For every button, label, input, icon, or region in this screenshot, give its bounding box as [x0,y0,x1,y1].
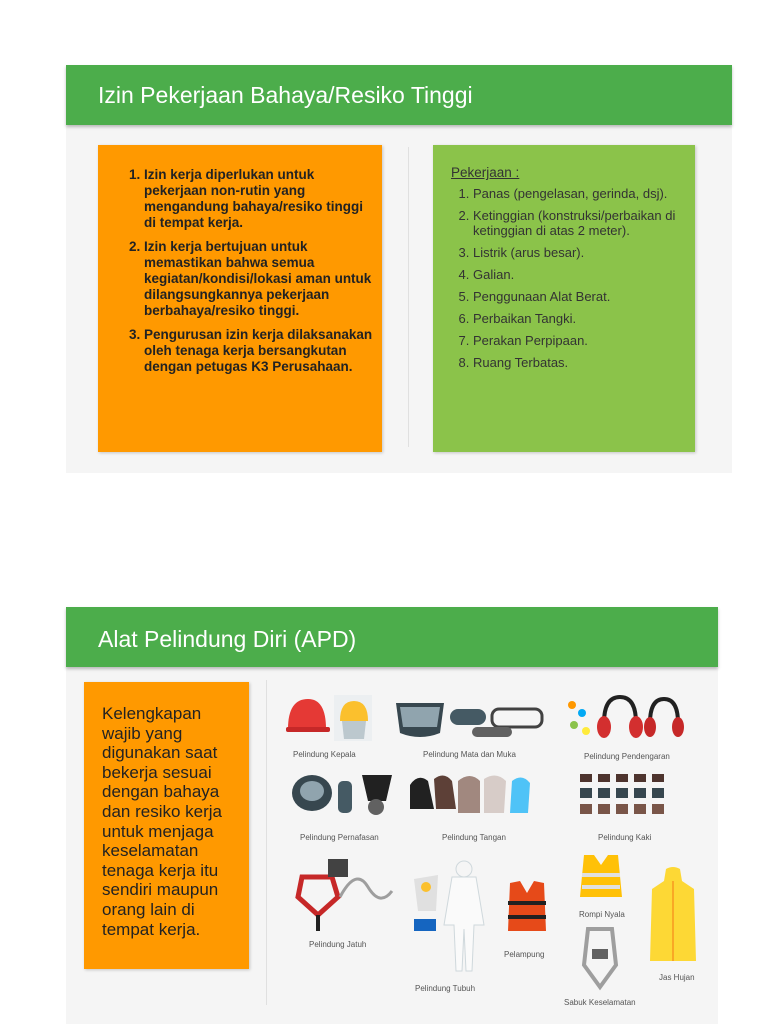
work-type-item: 7. Perakan Perpipaan. [473,333,681,348]
ppe-description-card [84,682,249,969]
hand-protection-caption: Pelindung Tangan [442,833,506,842]
belt-caption: Sabuk Keselamatan [564,998,636,1007]
boots-icon [576,770,676,818]
slide-header [66,607,718,667]
goggles-icon [388,697,550,743]
harness-icon [288,857,398,935]
work-types-list [451,186,681,370]
foot-protection-caption: Pelindung Kaki [598,833,652,842]
work-type-item: 2. Ketinggian (konstruksi/perbaikan di ketinggian di atas 2 meter). [473,208,681,238]
ppe-description: Kelengkapan wajib yang digunakan saat bekerja sesuai dengan bahaya dan resiko kerja untuk menjaga keselamatan tenaga kerja itu sendiri maupun orang lain di tempat kerja. [102,704,223,939]
slide-work-permit [66,65,732,473]
safety-vest-icon [578,851,624,901]
column-divider [408,147,409,447]
respirator-icon [288,767,398,827]
work-type-item: 3. Listrik (arus besar). [473,245,681,260]
slide-title: Alat Pelindung Diri (APD) [98,626,357,652]
respiratory-protection-caption: Pelindung Pernafasan [300,833,379,842]
slide-header [66,65,732,125]
rain-caption: Jas Hujan [659,973,695,982]
vest-caption: Rompi Nyala [579,910,625,919]
fall-protection-caption: Pelindung Jatuh [309,940,367,949]
work-types-title: Pekerjaan : [451,165,520,180]
helmet-icon [284,693,374,743]
hearing-protection-caption: Pelindung Pendengaran [584,752,670,761]
float-caption: Pelampung [504,950,545,959]
permit-rule-item: 1. Izin kerja diperlukan untuk pekerjaan non-rutin yang mengandung bahaya/resiko tinggi di tempat kerja. [144,167,376,231]
safety-belt-icon [578,925,622,993]
permit-rule-item: 2. Izin kerja bertujuan untuk memastikan bahwa semua kegiatan/kondisi/lokasi aman untuk dilangsungkannya pekerjaan berbahaya/resiko tinggi. [144,239,376,319]
raincoat-icon [648,865,698,965]
permit-rule-item: 3. Pengurusan izin kerja dilaksanakan oleh tenaga kerja bersangkutan dengan petugas K3 Perusahaan. [144,327,376,375]
permit-rules-card [98,145,382,452]
work-type-item: 1. Panas (pengelasan, gerinda, dsj). [473,186,681,201]
work-type-item: 8. Ruang Terbatas. [473,355,681,370]
slide-title: Izin Pekerjaan Bahaya/Resiko Tinggi [98,82,473,108]
earmuffs-icon [564,693,684,743]
column-divider [266,680,267,1005]
life-vest-icon [506,877,548,935]
body-protection-caption: Pelindung Tubuh [415,984,476,993]
slide-ppe [66,607,718,1024]
work-type-item: 4. Galian. [473,267,681,282]
eye-protection-caption: Pelindung Mata dan Muka [423,750,516,759]
work-type-item: 6. Perbaikan Tangki. [473,311,681,326]
protective-suit-icon [408,859,492,981]
work-type-item: 5. Penggunaan Alat Berat. [473,289,681,304]
permit-rules-list [118,167,376,383]
work-types-card [433,145,695,452]
head-protection-caption: Pelindung Kepala [293,750,356,759]
gloves-icon [404,769,544,819]
